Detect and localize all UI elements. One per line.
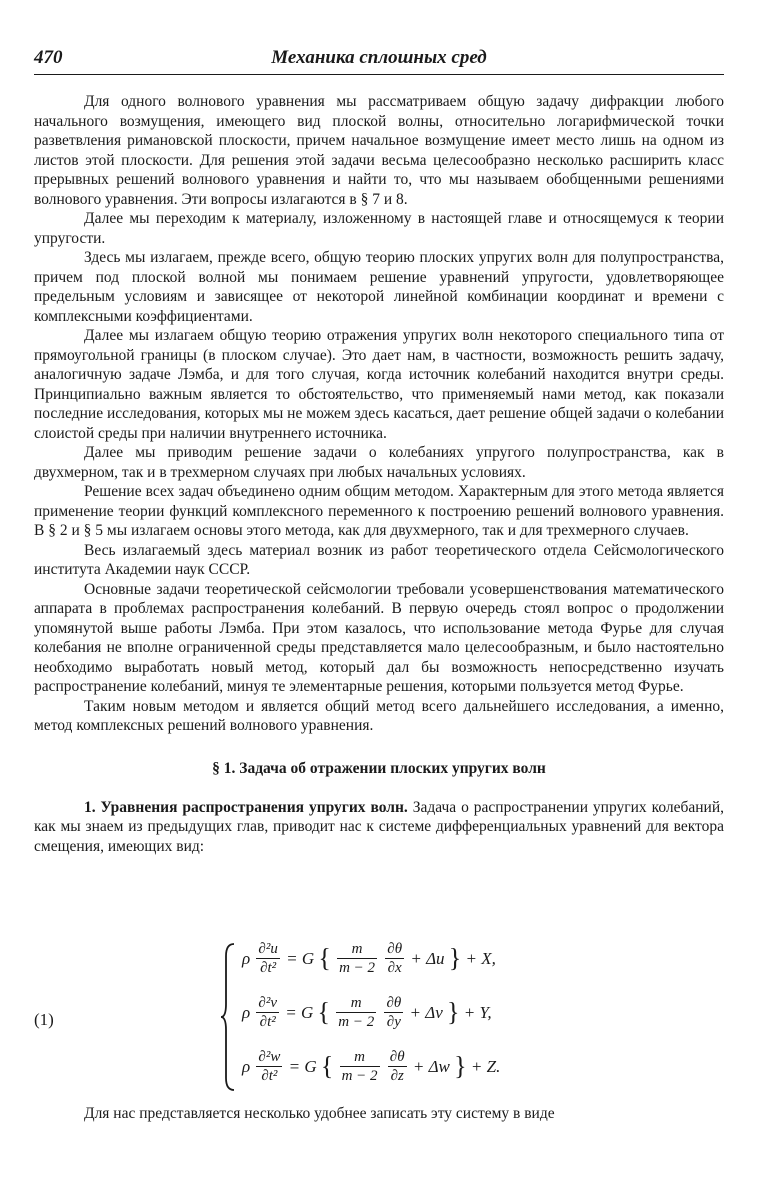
equation-row-v xyxy=(242,994,492,1042)
plus-sign: + xyxy=(463,1002,476,1022)
open-brace: { xyxy=(320,1051,334,1081)
force-term: Z. xyxy=(486,1056,501,1076)
denominator: m − 2 xyxy=(341,1068,378,1084)
close-brace: } xyxy=(447,997,460,1027)
page-number: 470 xyxy=(34,47,63,68)
page-header xyxy=(34,45,724,75)
laplacian-term: Δv xyxy=(425,1002,443,1022)
laplacian-term: Δu xyxy=(426,948,445,968)
paragraph: Весь излагаемый здесь материал возник из работ теоретического отдела Сейсмологического института Академии наук СССР. xyxy=(34,541,724,578)
plus-sign: + xyxy=(410,948,422,968)
equation-system xyxy=(34,940,724,1100)
rho-symbol: ρ xyxy=(242,1056,251,1076)
paragraph: Здесь мы излагаем, прежде всего, общую теорию плоских упругих волн для полупространства, причем под плоской волной мы понимаем решение уравнений упругости, удовлетворяющее предельным условиям и зависящее от некоторой линейной комбинации координат и времени с комплексными коэффициентами. xyxy=(34,249,724,325)
paragraph: Основные задачи теоретической сейсмологии требовали усовершенствования математического аппарата в проблемах распространения колебаний. В первую очередь стоял вопрос о продолжении упомянутой выше работы Лэмба. При этом казалось, что использование метода Фурье для случая колебания не вполне ограниченной среды представляется мало целесообразным, и было настоятельно необходимо выработать новый метод, который дал бы возможность непосредственно изучать распространение колебаний, минуя те элементарные решения, которыми пользуется метод Фурье. xyxy=(34,580,724,695)
closing-paragraph: Для нас представляется несколько удобнее записать эту систему в виде xyxy=(84,1105,555,1122)
close-brace: } xyxy=(454,1051,467,1081)
force-term: X, xyxy=(481,948,496,968)
equals-g: = G xyxy=(286,948,315,968)
plus-sign: + xyxy=(412,1056,425,1076)
numerator: ∂²w xyxy=(258,1049,281,1065)
second-derivative-fraction xyxy=(256,1048,282,1085)
open-brace: { xyxy=(317,997,330,1027)
body-text xyxy=(34,92,724,856)
equation-number: (1) xyxy=(34,1010,54,1029)
close-brace: } xyxy=(448,943,462,973)
numerator: ∂θ xyxy=(386,995,402,1011)
running-title: Механика сплошных сред xyxy=(271,47,487,68)
numerator: m xyxy=(340,1048,380,1067)
subsection-text: Задача о распространении упругих колебаний, как мы знаем из предыдущих глав, приводит нас к системе дифференциальных уравнений для вектора смещения, имеющих вид: xyxy=(34,798,725,855)
second-derivative-fraction xyxy=(256,994,279,1031)
numerator: ∂²u xyxy=(258,941,278,957)
denominator: ∂y xyxy=(386,1014,401,1030)
paragraph: Далее мы переходим к материалу, изложенному в настоящей главе и относящемуся к теории упругости. xyxy=(34,210,724,247)
subsection-heading: 1. Уравнения распространения упругих волн. xyxy=(84,798,408,816)
laplacian-term: Δw xyxy=(428,1056,450,1076)
second-derivative-fraction xyxy=(256,940,279,977)
numerator: m xyxy=(336,994,376,1013)
denominator: m − 2 xyxy=(338,1014,375,1030)
paragraph: Для одного волнового уравнения мы рассматриваем общую задачу дифракции любого начального возмущения, имеющего вид плоской волны, относительно логарифмической точки разветвления римановской плоскости, причем начальное возмущение имеет место лишь на одном из листов этой плоскости. Для решения этой задачи весьма целесообразно несколько расширить класс прерывных решений волнового уравнения и найти то, что мы называем обобщенными решениями волнового уравнения. Эти вопросы излагаются в § 7 и 8. xyxy=(34,93,724,208)
numerator: ∂θ xyxy=(387,941,403,957)
rho-symbol: ρ xyxy=(242,948,251,968)
subsection-paragraph xyxy=(34,798,724,857)
denominator: ∂t² xyxy=(261,1068,278,1084)
m-fraction xyxy=(336,994,376,1031)
denominator: ∂t² xyxy=(260,960,277,976)
paragraph: Решение всех задач объединено одним общим методом. Характерным для этого метода является применение теории функций комплексного переменного к построению решений волнового уравнения. В § 2 и § 5 мы излагаем основы этого метода, как для двухмерного, так и для трехмерного случаев. xyxy=(34,483,724,539)
equals-g: = G xyxy=(288,1056,317,1076)
equals-g: = G xyxy=(285,1002,314,1022)
plus-sign: + xyxy=(470,1056,483,1076)
theta-fraction xyxy=(384,994,403,1031)
force-term: Y, xyxy=(479,1002,492,1022)
paragraph: Далее мы излагаем общую теорию отражения упругих волн некоторого специального типа от прямоугольной границы (в плоском случае). Это дает нам, в частности, возможность решить задачу, аналогичную задаче Лэмба, и для того случая, когда источник колебаний находится внутри среды. Принципиально важным является то обстоятельство, что применяемый нами метод, как показали последние исследования, которых мы не можем здесь касаться, дает решение общей задачи о колебании слоистой среды при наличии внутреннего источника. xyxy=(34,327,724,442)
header-rule xyxy=(34,74,724,75)
numerator: ∂²v xyxy=(258,995,277,1011)
rho-symbol: ρ xyxy=(242,1002,251,1022)
m-fraction xyxy=(340,1048,380,1085)
numerator: m xyxy=(337,940,377,959)
equation-row-w xyxy=(242,1048,500,1096)
denominator: ∂x xyxy=(387,960,402,976)
paragraph: Далее мы приводим решение задачи о колебаниях упругого полупространства, как в двухмерном, так и в трехмерном случаях при любых начальных условиях. xyxy=(34,444,724,481)
equation-row-u xyxy=(242,940,496,988)
theta-fraction xyxy=(385,940,404,977)
denominator: m − 2 xyxy=(339,960,376,976)
section-title: § 1. Задача об отражении плоских упругих волн xyxy=(212,759,546,777)
theta-fraction xyxy=(388,1048,407,1085)
plus-sign: + xyxy=(409,1002,421,1022)
denominator: ∂z xyxy=(390,1068,404,1084)
left-brace xyxy=(220,942,236,1092)
numerator: ∂θ xyxy=(389,1049,405,1065)
paragraph: Таким новым методом и является общий метод всего дальнейшего исследования, а именно, метод комплексных решений волнового уравнения. xyxy=(34,697,724,734)
plus-sign: + xyxy=(465,948,478,968)
denominator: ∂t² xyxy=(259,1014,276,1030)
m-fraction xyxy=(337,940,377,977)
open-brace: { xyxy=(318,943,331,973)
